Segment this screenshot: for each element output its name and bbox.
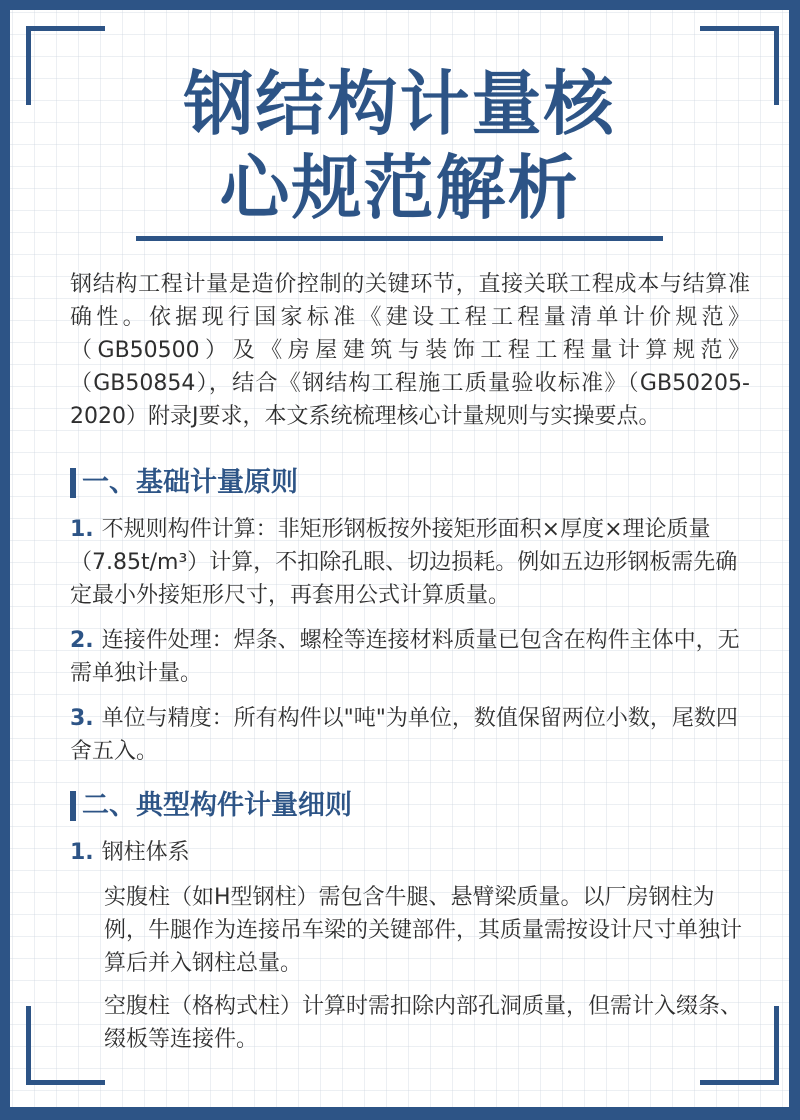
item-number: 3. [70, 706, 94, 731]
item-number: 1. [70, 840, 94, 865]
section-typical-components [70, 784, 750, 1056]
title-underline-divider [136, 236, 663, 241]
section-heading-text: 二、典型构件计量细则 [82, 790, 352, 821]
item-text: 单位与精度：所有构件以"吨"为单位，数值保留两位小数，尾数四舍五入。 [70, 706, 738, 764]
item-number: 2. [70, 628, 94, 653]
page-title [10, 62, 789, 230]
heading-bar-icon [70, 791, 76, 821]
section-heading-text: 一、基础计量原则 [82, 467, 298, 498]
intro-paragraph: 钢结构工程计量是造价控制的关键环节，直接关联工程成本与结算准确性。依据现行国家标准《建设工程工程量清单计价规范》（GB50500）及《房屋建筑与装饰工程工程量计算规范》（GB50854），结合《钢结构工程施工质量验收标准》（GB50205-2020）附录J要求，本文系统梳理核心计量规则与实操要点。 [70, 272, 750, 429]
section-heading [70, 784, 750, 828]
item-text: 不规则构件计算：非矩形钢板按外接矩形面积×厚度×理论质量（7.85t/m³）计算，不扣除孔眼、切边损耗。例如五边形钢板需先确定最小外接矩形尺寸，再套用公式计算质量。 [70, 517, 738, 608]
section-basic-principles [70, 461, 750, 768]
sub-paragraph: 空腹柱（格构式柱）计算时需扣除内部孔洞质量，但需计入缀条、缀板等连接件。 [104, 994, 743, 1052]
item-text: 连接件处理：焊条、螺栓等连接材料质量已包含在构件主体中，无需单独计量。 [70, 628, 740, 686]
title-line-1: 钢结构计量核 [183, 63, 616, 145]
article-body [70, 268, 750, 1066]
heading-bar-icon [70, 468, 76, 498]
sub-paragraph: 实腹柱（如H型钢柱）需包含牛腿、悬臂梁质量。以厂房钢柱为例，牛腿作为连接吊车梁的关键部件，其质量需按设计尺寸单独计算后并入钢柱总量。 [104, 885, 743, 976]
list-item [70, 513, 750, 612]
item-text: 钢柱体系 [101, 840, 190, 865]
title-line-2: 心规范解析 [219, 147, 580, 229]
section-heading [70, 461, 750, 505]
list-item [70, 702, 750, 768]
poster-page [10, 10, 789, 1107]
list-item [70, 624, 750, 690]
item-number: 1. [70, 517, 94, 542]
list-item [70, 836, 750, 869]
